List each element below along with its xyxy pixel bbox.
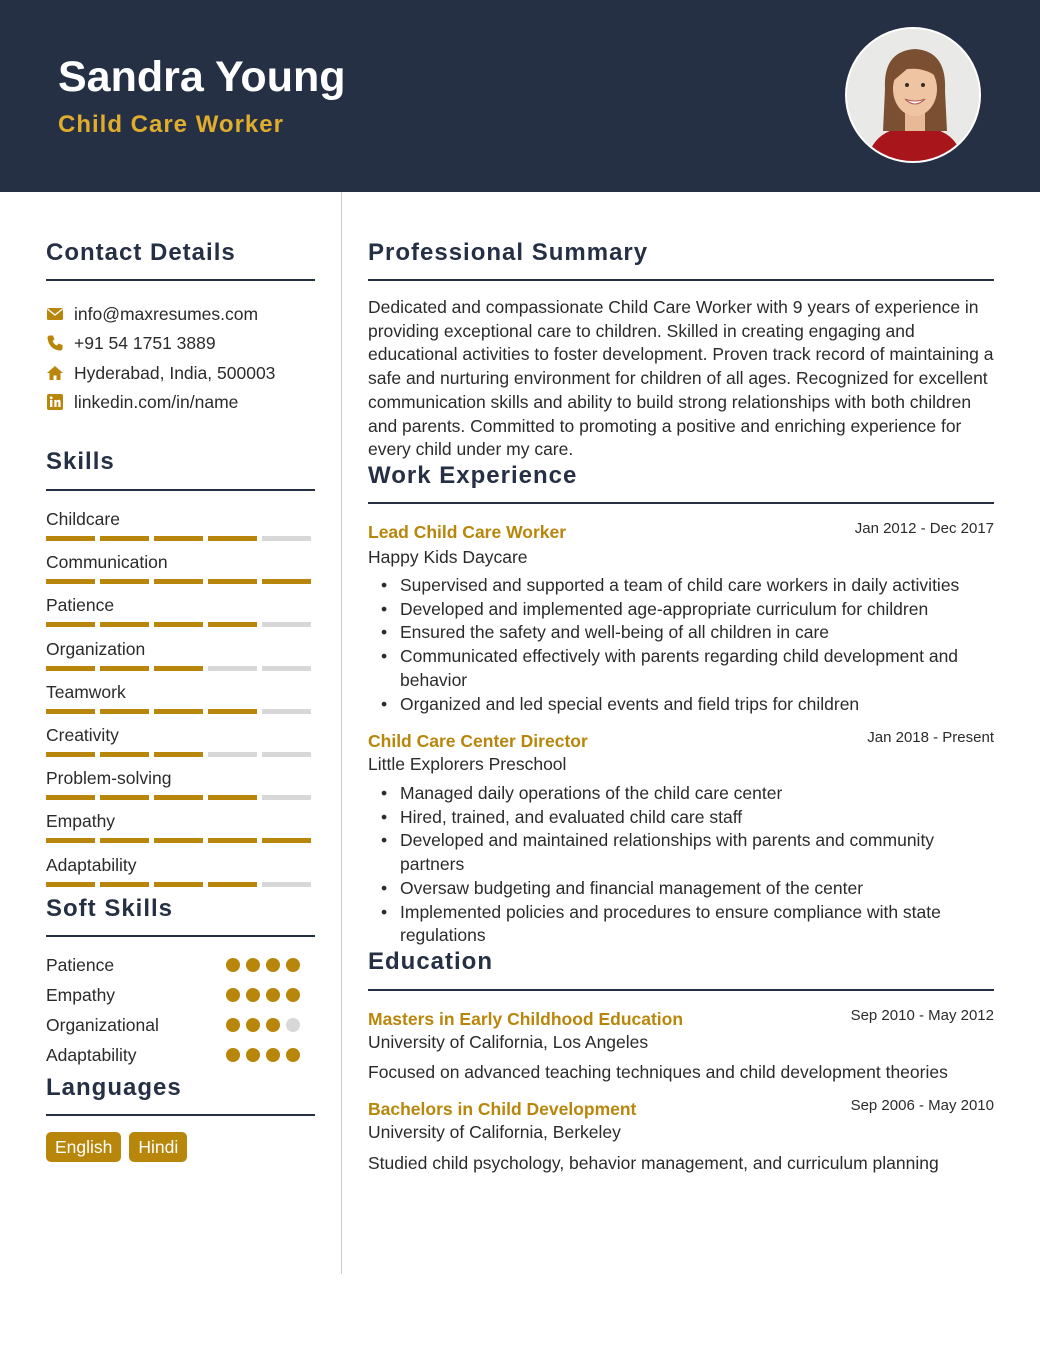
rating-dot <box>226 958 240 972</box>
skill-level-segment <box>208 838 257 843</box>
header-banner <box>0 0 1040 192</box>
skill-level-segment <box>46 795 95 800</box>
portrait-image <box>847 29 981 163</box>
experience-heading: Work Experience <box>368 462 578 489</box>
school-name-1: University of California, Los Angeles <box>368 1032 649 1052</box>
degree-dates-2: Sep 2006 - May 2010 <box>850 1097 994 1114</box>
soft-skill-label: Empathy <box>46 985 116 1005</box>
skill-level-segment <box>262 579 311 584</box>
skill-row <box>46 594 316 627</box>
contact-phone[interactable] <box>46 331 316 355</box>
skill-level-segment <box>262 882 311 887</box>
skill-level-segment <box>46 752 95 757</box>
skill-level-segment <box>100 882 149 887</box>
skill-level-segment <box>262 795 311 800</box>
skill-level-segment <box>154 882 203 887</box>
job-duties-1 <box>368 574 998 716</box>
rating-dot <box>226 1018 240 1032</box>
rating-dot <box>246 958 260 972</box>
summary-rule <box>368 279 994 281</box>
email-text: info@maxresumes.com <box>74 303 259 324</box>
job-title: Child Care Worker <box>58 111 284 138</box>
skill-level-segment <box>100 666 149 671</box>
skill-level-bar <box>46 709 316 714</box>
skill-row <box>46 681 316 714</box>
skill-row <box>46 810 316 843</box>
rating-dot <box>226 1048 240 1062</box>
list-item: • Organized and led special events and field trips for children <box>368 693 998 717</box>
skill-label: Empathy <box>46 811 116 831</box>
education-heading: Education <box>368 948 494 975</box>
languages-heading: Languages <box>46 1074 182 1101</box>
list-item: • Oversaw budgeting and financial management of the center <box>368 877 998 901</box>
skill-level-segment <box>100 709 149 714</box>
contact-email[interactable] <box>46 302 316 326</box>
degree-description-1: Focused on advanced teaching techniques and child development theories <box>368 1062 948 1082</box>
home-icon <box>46 364 64 382</box>
skill-level-segment <box>208 752 257 757</box>
skill-level-bar <box>46 622 316 627</box>
skill-level-segment <box>262 622 311 627</box>
languages-rule <box>46 1114 315 1116</box>
skill-level-segment <box>262 536 311 541</box>
skills-rule <box>46 489 315 491</box>
experience-rule <box>368 502 994 504</box>
education-rule <box>368 989 994 991</box>
job-dates-2: Jan 2018 - Present <box>867 729 994 746</box>
list-item: • Developed and maintained relationships with parents and community partners <box>368 829 998 876</box>
soft-skill-rating <box>226 1048 300 1062</box>
skill-level-segment <box>262 666 311 671</box>
soft-skills-rule <box>46 935 315 937</box>
skill-level-segment <box>208 882 257 887</box>
soft-skill-row <box>46 1013 316 1037</box>
degree-title-2: Bachelors in Child Development <box>368 1099 637 1119</box>
rating-dot <box>246 1018 260 1032</box>
skill-level-segment <box>208 622 257 627</box>
skill-level-segment <box>100 536 149 541</box>
skill-row <box>46 767 316 800</box>
rating-dot <box>226 988 240 1002</box>
language-tag: Hindi <box>129 1132 187 1162</box>
summary-text: Dedicated and compassionate Child Care Worker with 9 years of experience in providing exceptional care to children. Skilled in creating engaging and educational activities to foster development. Proven track record of maintaining a safe and nurturing environment for children of all ages. Recognized for excellent communication skills and ability to build strong relationships with both children and parents. Committed to promoting a positive and enriching experience for every child under my care. <box>368 297 994 460</box>
skill-level-segment <box>154 666 203 671</box>
skill-level-segment <box>208 795 257 800</box>
soft-skill-rating <box>226 1018 300 1032</box>
skill-level-segment <box>262 709 311 714</box>
list-item: • Developed and implemented age-appropriate curriculum for children <box>368 598 998 622</box>
skill-level-bar <box>46 752 316 757</box>
skill-level-bar <box>46 838 316 843</box>
skill-level-segment <box>154 622 203 627</box>
skill-label: Problem-solving <box>46 768 172 788</box>
degree-dates-1: Sep 2010 - May 2012 <box>850 1007 994 1024</box>
job-title-1: Lead Child Care Worker <box>368 522 567 542</box>
soft-skills-heading: Soft Skills <box>46 895 174 922</box>
skill-level-segment <box>154 579 203 584</box>
skill-level-segment <box>46 622 95 627</box>
skill-row <box>46 508 316 541</box>
rating-dot <box>246 988 260 1002</box>
language-tag: English <box>46 1132 121 1162</box>
skill-level-segment <box>46 579 95 584</box>
contact-linkedin[interactable] <box>46 390 316 414</box>
skill-label: Communication <box>46 552 168 572</box>
soft-skill-rating <box>226 988 300 1002</box>
skill-label: Patience <box>46 595 115 615</box>
skill-label: Adaptability <box>46 855 137 875</box>
skill-level-bar <box>46 536 316 541</box>
skill-label: Childcare <box>46 509 120 529</box>
job-title-2: Child Care Center Director <box>368 731 588 751</box>
skill-level-segment <box>46 536 95 541</box>
job-employer-2: Little Explorers Preschool <box>368 754 567 774</box>
skill-level-segment <box>154 838 203 843</box>
skill-level-bar <box>46 579 316 584</box>
list-item: • Ensured the safety and well-being of all children in care <box>368 621 998 645</box>
list-item: • Implemented policies and procedures to ensure compliance with state regulations <box>368 901 998 948</box>
skill-level-segment <box>154 709 203 714</box>
skill-level-segment <box>208 709 257 714</box>
skill-row <box>46 638 316 671</box>
skill-level-segment <box>154 752 203 757</box>
rating-dot <box>266 1048 280 1062</box>
skill-level-bar <box>46 666 316 671</box>
skill-level-segment <box>46 882 95 887</box>
linkedin-text: linkedin.com/in/name <box>74 391 239 412</box>
linkedin-icon <box>46 393 64 411</box>
skill-level-segment <box>100 795 149 800</box>
school-name-2: University of California, Berkeley <box>368 1122 621 1142</box>
phone-icon <box>46 334 64 352</box>
list-item: • Supervised and supported a team of child care workers in daily activities <box>368 574 998 598</box>
skill-level-segment <box>262 838 311 843</box>
soft-skill-row <box>46 983 316 1007</box>
job-duties-2 <box>368 782 998 948</box>
rating-dot <box>286 988 300 1002</box>
summary-heading: Professional Summary <box>368 239 649 266</box>
profile-photo <box>845 27 981 163</box>
degree-description-2: Studied child psychology, behavior management, and curriculum planning <box>368 1153 939 1173</box>
rating-dot <box>246 1048 260 1062</box>
rating-dot <box>266 958 280 972</box>
phone-text: +91 54 1751 3889 <box>74 332 216 353</box>
degree-title-1: Masters in Early Childhood Education <box>368 1009 684 1029</box>
skill-label: Organization <box>46 639 146 659</box>
skill-level-segment <box>100 838 149 843</box>
skills-heading: Skills <box>46 448 115 475</box>
address-text: Hyderabad, India, 500003 <box>74 362 276 383</box>
skill-level-segment <box>154 536 203 541</box>
skill-row <box>46 724 316 757</box>
skill-level-segment <box>154 795 203 800</box>
soft-skill-label: Patience <box>46 955 115 975</box>
soft-skill-rating <box>226 958 300 972</box>
contact-rule <box>46 279 315 281</box>
job-dates-1: Jan 2012 - Dec 2017 <box>854 520 994 537</box>
skill-level-segment <box>100 579 149 584</box>
skill-label: Creativity <box>46 725 119 745</box>
skill-level-segment <box>262 752 311 757</box>
rating-dot <box>266 988 280 1002</box>
rating-dot <box>266 1018 280 1032</box>
soft-skill-label: Adaptability <box>46 1045 137 1065</box>
list-item: • Managed daily operations of the child care center <box>368 782 998 806</box>
skill-level-bar <box>46 795 316 800</box>
skill-label: Teamwork <box>46 682 126 702</box>
soft-skill-label: Organizational <box>46 1015 159 1035</box>
rating-dot <box>286 958 300 972</box>
soft-skill-row <box>46 953 316 977</box>
skill-level-segment <box>208 536 257 541</box>
skill-level-segment <box>208 579 257 584</box>
contact-heading: Contact Details <box>46 239 236 266</box>
rating-dot <box>286 1018 300 1032</box>
list-item: • Communicated effectively with parents regarding child development and behavior <box>368 645 998 692</box>
skill-row <box>46 551 316 584</box>
candidate-name: Sandra Young <box>58 53 346 101</box>
skill-level-bar <box>46 882 316 887</box>
contact-address <box>46 361 316 385</box>
skill-row <box>46 854 316 887</box>
skill-level-segment <box>46 666 95 671</box>
column-divider <box>341 192 342 1274</box>
languages-list <box>46 1132 187 1162</box>
list-item: • Hired, trained, and evaluated child care staff <box>368 806 998 830</box>
skill-level-segment <box>46 838 95 843</box>
skill-level-segment <box>100 752 149 757</box>
rating-dot <box>286 1048 300 1062</box>
skill-level-segment <box>100 622 149 627</box>
soft-skill-row <box>46 1043 316 1067</box>
skill-level-segment <box>46 709 95 714</box>
envelope-icon <box>46 305 64 323</box>
job-employer-1: Happy Kids Daycare <box>368 547 528 567</box>
skill-level-segment <box>208 666 257 671</box>
